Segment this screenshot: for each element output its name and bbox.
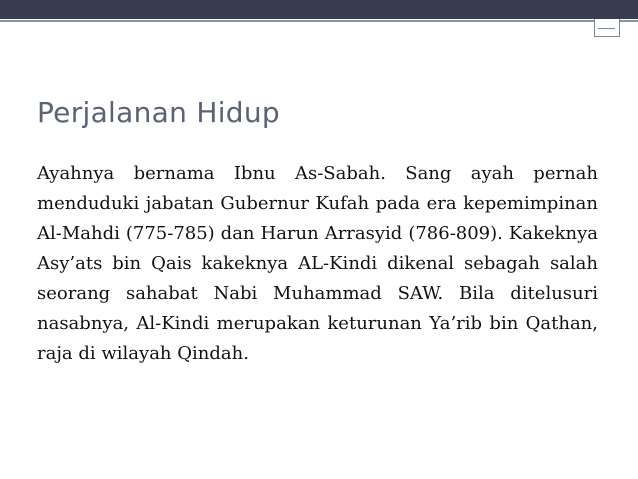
slide-accent-line [0,20,638,22]
slide-top-bar [0,0,638,19]
slide-body-text: Ayahnya bernama Ibnu As-Sabah. Sang ayah pernah menduduki jabatan Gubernur Kufah pada era kepemimpinan Al-Mahdi (775-785) dan Harun Arrasyid (786-809). Kakeknya Asy’ats bin Qais kakeknya AL-Kindi dikenal sebagah salah seorang sahabat Nabi Muhammad SAW. Bila ditelusuri nasabnya, Al-Kindi merupakan keturunan Ya’rib bin Qathan, raja di wilayah Qindah. [37,163,598,364]
slide-title: Perjalanan Hidup [37,96,280,129]
corner-tab-decoration [594,19,620,37]
corner-tab-line [598,28,615,29]
